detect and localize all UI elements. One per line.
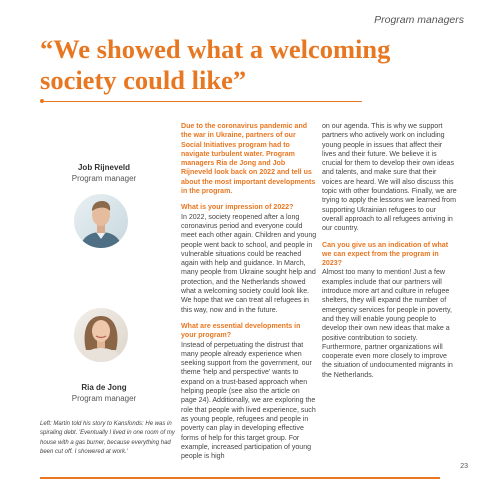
headline: “We showed what a welcoming society could like”	[40, 34, 391, 95]
answer-developments-part2: on our agenda. This is why we support partners who actively work on including young people in issues that affect their lives and their future. We believe it is crucial for them to develop their own ideas and talents, and make sure that their voices are heard. We will also discuss this topic with other foundations. Finally, we are trying to apply the lessons we learned from supporting Ukrainian refugees to our overall approach to all refugees arriving in our country.	[322, 123, 457, 233]
photo-job-rijneveld	[74, 194, 128, 248]
answer-2022: In 2022, society reopened after a long coronavirus period and everyone could meet each other again. Children and young people went back to school, and people in vulnerable situations could be reached again with help and guidance. In March, many people from Ukraine sought help and protection, and the Netherlands showed what a welcoming society could look like. We hope that we can treat all refugees in this way, now and in the future.	[181, 213, 317, 314]
headline-rule	[44, 101, 362, 102]
section-label: Program managers	[374, 14, 464, 26]
question-2022: What is your impression of 2022?	[181, 204, 294, 212]
question-2023: Can you give us an indication of what we can expect from the program in 2023?	[322, 241, 449, 268]
answer-developments-part1: Instead of perpetuating the distrust that many people already experience when seeking support from the government, our theme 'help and perspective' wants to expand on a trust-based approach when helping people (see also the article on page 24). Additionally, we are exploring the role that people with lived experience, such as young people, refugees and people in poverty can play in developing effective forms of help for this target group. For example, increased participation of young people is high	[181, 341, 316, 461]
answer-2023: Almost too many to mention! Just a few examples include that our partners will introduce more art and culture in refugee shelters, they will expand the number of emergency services for people in poverty, and they will enable young people to develop their own new ideas that make a positive contribution to society. Furthermore, partner organizations will cooperate even more closely to improve the situation of undocumented migrants in the Netherlands.	[322, 269, 453, 379]
person-name-ria: Ria de Jong	[81, 383, 127, 392]
page-number: 23	[460, 463, 468, 470]
photo-ria-de-jong	[74, 308, 128, 362]
intro-paragraph: Due to the coronavirus pandemic and the war in Ukraine, partners of our Social Initiatives program had to navigate turbulent water. Program managers Ria de Jong and Job Rijneveld look back on 2022 and tell us about the most important developments in the program.	[181, 123, 316, 196]
footer-rule	[40, 477, 440, 479]
person-role-ria: Program manager	[71, 394, 137, 403]
photo-caption: Left: Martin told his story to Kansfonds: He was in spiraling debt. 'Eventually I lived in one room of my house with a gas burner, because everything had been cut off. I showered at work.'	[40, 421, 175, 456]
article-column-2	[322, 122, 458, 380]
person-role-job: Program manager	[71, 174, 137, 183]
person-name-job: Job Rijneveld	[77, 163, 130, 172]
question-developments: What are essential developments in your program?	[181, 322, 301, 340]
article-column-1	[181, 122, 317, 461]
